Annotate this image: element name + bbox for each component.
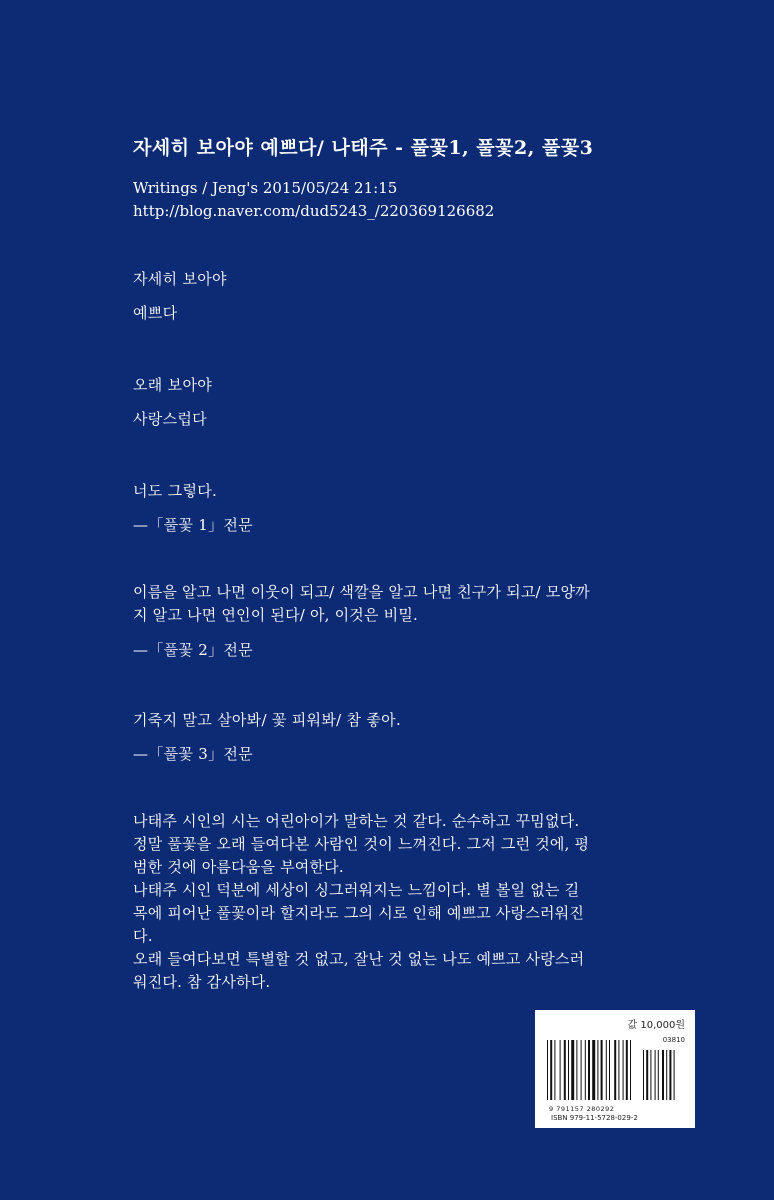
poem4-line: 이름을 알고 나면 이웃이 되고/ 색깔을 알고 나면 친구가 되고/ 모양까 (133, 583, 590, 601)
barcode-icon (547, 1036, 683, 1106)
barcode-addon-bar (655, 1050, 656, 1100)
review-line: 나태주 시인 덕분에 세상이 싱그러워지는 느낌이다. 별 볼일 없는 길 (133, 881, 580, 899)
review-line: 범한 것에 아름다움을 부여한다. (133, 858, 344, 876)
poem5-line1: 기죽지 말고 살아봐/ 꽃 피워봐/ 참 좋아. (133, 711, 402, 729)
barcode-bar (585, 1040, 586, 1100)
price-label: 값 10,000원 (627, 1020, 685, 1031)
barcode-bar (630, 1040, 631, 1100)
barcode-bar (560, 1040, 561, 1100)
poem3-source: —「풀꽃 1」전문 (133, 516, 253, 534)
barcode-bar (609, 1040, 610, 1100)
barcode-addon-bar (666, 1050, 667, 1100)
poem2-line1: 오래 보아야 (133, 376, 213, 394)
barcode-digits: 9 791157 280292 (549, 1105, 615, 1113)
barcode-addon-bar (658, 1050, 659, 1100)
barcode-addon-bar (643, 1050, 644, 1100)
barcode-addon-bar (674, 1050, 675, 1100)
poem1-line2: 예쁘다 (133, 304, 178, 322)
barcode-bar (581, 1040, 582, 1100)
barcode-bar (592, 1040, 595, 1100)
poem1-line1: 자세히 보아야 (133, 270, 227, 288)
review-text (133, 810, 663, 994)
isbn-number: ISBN 979-11-5728-029-2 (551, 1114, 638, 1122)
barcode-bar (576, 1040, 577, 1100)
poem2-line2: 사랑스럽다 (133, 410, 207, 428)
post-category-date: Writings / Jeng's 2015/05/24 21:15 (133, 179, 398, 197)
poem4-text (133, 581, 663, 627)
review-line: 나태주 시인의 시는 어린아이가 말하는 것 같다. 순수하고 꾸밈없다. (133, 812, 580, 830)
poem4-line: 지 알고 나면 연인이 된다/ 아, 이것은 비밀. (133, 606, 419, 624)
barcode-addon-bar (646, 1050, 648, 1100)
barcode-bar (550, 1040, 552, 1100)
barcode-bar (597, 1040, 598, 1100)
barcode-bar (623, 1040, 624, 1100)
barcode-bar (618, 1040, 619, 1100)
review-line: 정말 풀꽃을 오래 들여다본 사람인 것이 느껴진다. 그저 그런 것에, 평 (133, 835, 590, 853)
addon-code: 03810 (662, 1036, 685, 1044)
review-line: 목에 피어난 풀꽃이라 할지라도 그의 시로 인해 예쁘고 사랑스러워진 (133, 904, 585, 922)
barcode-bar (564, 1040, 566, 1100)
barcode-bar (601, 1040, 603, 1100)
review-line: 오래 들여다보면 특별할 것 없고, 잘난 것 없는 나도 예쁘고 사랑스러 (133, 950, 585, 968)
barcode-addon-bar (669, 1050, 671, 1100)
barcode-bar (588, 1040, 590, 1100)
barcode-addon-bar (650, 1050, 651, 1100)
review-line: 워진다. 참 감사하다. (133, 973, 271, 991)
poem3-line1: 너도 그렇다. (133, 482, 218, 500)
barcode-bar (568, 1040, 569, 1100)
poem4-source: —「풀꽃 2」전문 (133, 641, 253, 659)
review-line: 다. (133, 927, 153, 945)
barcode-bar (554, 1040, 555, 1100)
barcode-bar (571, 1040, 574, 1100)
barcode-bar (547, 1040, 548, 1100)
isbn-barcode (535, 1010, 695, 1128)
post-title: 자세히 보아야 예쁘다/ 나태주 - 풀꽃1, 풀꽃2, 풀꽃3 (133, 137, 594, 159)
barcode-addon-bar (662, 1050, 664, 1100)
barcode-bar (614, 1040, 616, 1100)
post-meta (133, 177, 494, 223)
barcode-bar (626, 1040, 628, 1100)
post-url: http://blog.naver.com/dud5243_/220369126682 (133, 202, 495, 220)
barcode-bar (606, 1040, 607, 1100)
poem5-source: —「풀꽃 3」전문 (133, 745, 253, 763)
